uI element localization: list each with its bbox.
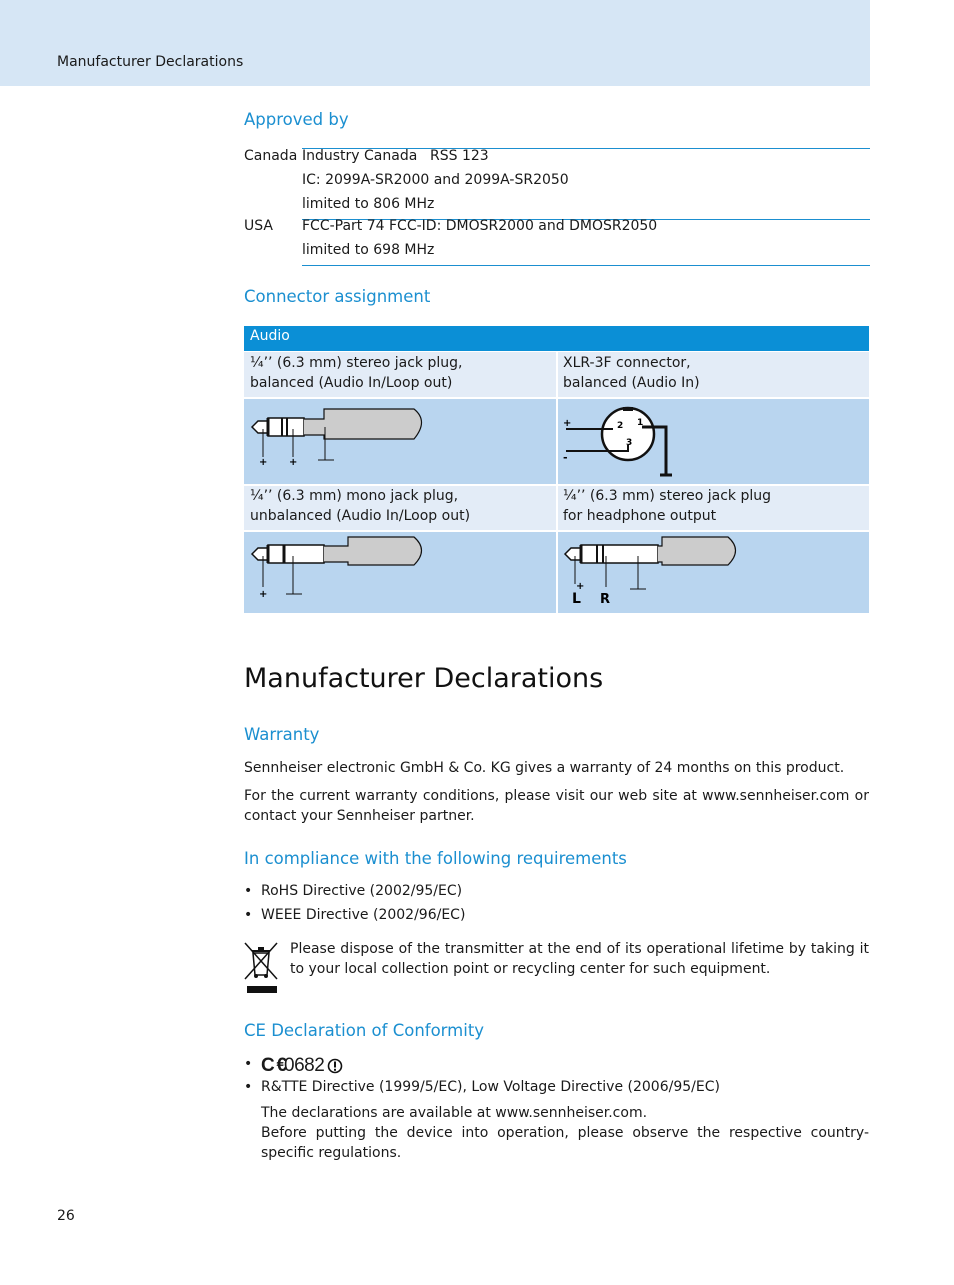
cell-line: XLR-3F connector, <box>563 355 691 371</box>
cell-line: ¼’’ (6.3 mm) mono jack plug, <box>250 488 459 504</box>
cell-line: balanced (Audio In) <box>563 375 700 391</box>
ce-note: The declarations are available at www.sennheiser.com. <box>261 1105 648 1121</box>
approval-standard: RSS 123 <box>430 148 489 164</box>
list-item-text: R&TTE Directive (1999/5/EC), Low Voltage Directive (2006/95/EC) <box>261 1079 720 1095</box>
header-band <box>0 0 870 86</box>
page-number: 26 <box>57 1208 75 1224</box>
ce-note: Before putting the device into operation, please observe the respective country-specific regulations. <box>261 1125 869 1161</box>
country-label: Canada <box>244 148 298 164</box>
cell-xlr <box>558 352 869 397</box>
cell-line: unbalanced (Audio In/Loop out) <box>250 508 471 524</box>
ce-mark-icon: C € <box>261 1055 287 1076</box>
bullet-dot: • <box>244 907 253 923</box>
running-header: Manufacturer Declarations <box>57 54 244 70</box>
pin-label: 3 <box>626 438 633 448</box>
pin-label: 1 <box>637 418 644 428</box>
headphone-jack-plug-diagram <box>558 532 869 613</box>
approved-by-heading: Approved by <box>244 110 349 129</box>
plus-label: + <box>563 418 572 429</box>
table-header <box>244 326 869 351</box>
frequency-limit: limited to 698 MHz <box>302 242 435 258</box>
alert-class-icon <box>327 1058 343 1074</box>
bullet-dot: • <box>244 1056 253 1072</box>
approval-authority: Industry Canada <box>302 148 418 164</box>
cell-line: ¼’’ (6.3 mm) stereo jack plug <box>563 488 772 504</box>
frequency-limit: limited to 806 MHz <box>302 196 435 212</box>
connector-heading: Connector assignment <box>244 287 431 306</box>
right-channel-label: R <box>600 592 611 607</box>
xlr-connector-diagram <box>558 399 869 484</box>
disposal-text: Please dispose of the transmitter at the end of its operational lifetime by taking it to your local collection point or recycling center for such equipment. <box>290 941 869 977</box>
divider <box>556 352 558 613</box>
approval-id: FCC-ID: DMOSR2000 and DMOSR2050 <box>389 218 658 234</box>
minus-label: - <box>563 451 568 464</box>
list-item-text: WEEE Directive (2002/96/EC) <box>261 907 466 923</box>
country-label: USA <box>244 218 273 234</box>
cell-mono-jack <box>244 486 556 530</box>
divider <box>302 265 870 266</box>
warranty-text: For the current warranty conditions, please visit our web site at www.sennheiser.com or contact your Sennheiser partner. <box>244 788 869 824</box>
plus-label: + <box>259 457 268 468</box>
cell-headphone-jack <box>558 486 869 530</box>
plus-label: + <box>289 457 298 468</box>
cell-stereo-jack <box>244 352 556 397</box>
bullet-dot: • <box>244 1079 253 1095</box>
plus-label: + <box>576 581 585 592</box>
cell-line: balanced (Audio In/Loop out) <box>250 375 453 391</box>
pin-label: 2 <box>617 421 624 431</box>
weee-bin-icon <box>243 941 279 995</box>
approval-id: IC: 2099A-SR2000 and 2099A-SR2050 <box>302 172 569 188</box>
approval-authority: FCC-Part 74 <box>302 218 385 234</box>
page-title: Manufacturer Declarations <box>244 663 604 694</box>
ce-notified-body-number: 0682 <box>284 1055 325 1076</box>
mono-jack-plug-diagram <box>244 532 556 613</box>
list-item-text: RoHS Directive (2002/95/EC) <box>261 883 463 899</box>
plus-label: + <box>259 589 268 600</box>
warranty-heading: Warranty <box>244 725 320 744</box>
bullet-dot: • <box>244 883 253 899</box>
warranty-text: Sennheiser electronic GmbH & Co. KG gives a warranty of 24 months on this product. <box>244 760 845 776</box>
cell-line: ¼’’ (6.3 mm) stereo jack plug, <box>250 355 463 371</box>
table-header-label: Audio <box>250 328 290 344</box>
stereo-jack-plug-diagram <box>244 399 556 484</box>
diagram-headphone-jack <box>558 532 869 613</box>
diagram-mono-jack <box>244 532 556 613</box>
compliance-heading: In compliance with the following requirements <box>244 849 627 868</box>
diagram-stereo-jack <box>244 399 556 484</box>
cell-line: for headphone output <box>563 508 717 524</box>
ce-heading: CE Declaration of Conformity <box>244 1021 485 1040</box>
diagram-xlr <box>558 399 869 484</box>
connector-table <box>244 326 869 613</box>
left-channel-label: L <box>572 591 581 607</box>
